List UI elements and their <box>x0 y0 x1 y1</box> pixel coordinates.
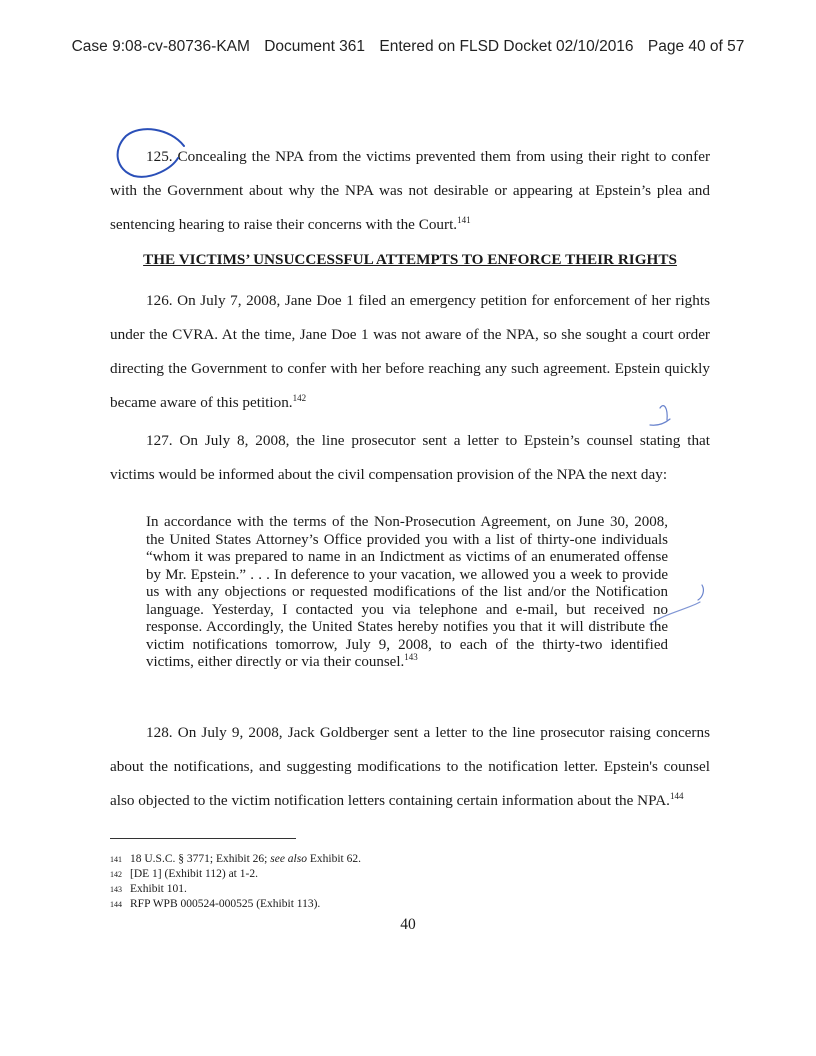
section-heading: THE VICTIMS’ UNSUCCESSFUL ATTEMPTS TO ENFORCE THEIR RIGHTS <box>143 251 677 268</box>
document-number: Document 361 <box>264 38 366 55</box>
paragraph-126-text: 126. On July 7, 2008, Jane Doe 1 filed an emergency petition for enforcement of her rights under the CVRA. At the time, Jane Doe 1 was not aware of the NPA, so she sought a court order directing the Government to confer with her before reaching any such agreement. Epstein quickly became aware of this petition. <box>110 292 710 411</box>
block-quote <box>146 514 668 672</box>
footnote-text-post: Exhibit 62. <box>306 853 361 865</box>
page-number: 40 <box>400 916 416 933</box>
paragraph-126 <box>110 284 710 420</box>
footnote-text <box>130 852 361 867</box>
footnote-number: 142 <box>110 870 122 879</box>
footnotes <box>110 852 710 912</box>
paragraph-127: 127. On July 8, 2008, the line prosecutor sent a letter to Epstein’s counsel stating that victims would be informed about the civil compensation provision of the NPA the next day: <box>110 432 710 483</box>
footnote-divider <box>110 838 296 839</box>
footnote-142 <box>110 867 710 882</box>
docket-header <box>0 38 816 56</box>
case-number: Case 9:08-cv-80736-KAM <box>71 38 250 55</box>
footnote-text-pre: 18 U.S.C. § 3771; Exhibit 26; <box>130 853 271 865</box>
paragraph-125-text: Concealing the NPA from the victims prevented them from using their right to confer with the Government about why the NPA was not desirable or appearing at Epstein’s plea and sentencing hearing to raise their concerns with the Court. <box>110 148 711 233</box>
footnote-ref-142: 142 <box>292 393 307 403</box>
paragraph-125-number: 125. <box>146 148 173 165</box>
footnote-text: [DE 1] (Exhibit 112) at 1-2. <box>130 868 258 880</box>
page-of-total: Page 40 of 57 <box>647 38 745 55</box>
footnote-ref-144: 144 <box>669 791 684 801</box>
footnote-number: 143 <box>110 885 122 894</box>
footnote-text: Exhibit 101. <box>130 883 187 895</box>
paragraph-128-text: 128. On July 9, 2008, Jack Goldberger sent a letter to the line prosecutor raising concerns about the notifications, and suggesting modifications to the notification letter. Epstein's counsel also objected to the victim notification letters containing certain information about the NPA. <box>110 724 710 809</box>
footnote-143 <box>110 882 710 897</box>
pen-mark-margin <box>698 585 703 600</box>
footnote-141 <box>110 852 710 867</box>
footnote-144 <box>110 897 710 912</box>
paragraph-128 <box>110 716 710 818</box>
footnote-ref-143: 143 <box>404 652 418 662</box>
docket-entry: Entered on FLSD Docket 02/10/2016 <box>379 38 634 55</box>
paragraph-125 <box>110 140 710 242</box>
footnote-ref-141: 141 <box>457 215 471 225</box>
footnote-number: 144 <box>110 900 122 909</box>
footnote-text-em: see also <box>270 853 307 865</box>
block-quote-text: In accordance with the terms of the Non-Prosecution Agreement, on June 30, 2008, the United States Attorney’s Office provided you with a list of thirty-one individuals “whom it was prepared to name in an Indictment as victims of an enumerated offense by Mr. Epstein.” . . . In deference to your vacation, we allowed you a week to provide us with any objections or requested modifications of the list and/or the Notification language. Yesterday, I contacted you via telephone and e-mail, but received no response. Accordingly, the United States hereby notifies you that it will distribute the victim notifications tomorrow, July 9, 2008, to each of the thirty-two identified victims, either directly or via their counsel. <box>146 514 668 670</box>
footnote-number: 141 <box>110 855 122 864</box>
footnote-text: RFP WPB 000524-000525 (Exhibit 113). <box>130 898 321 910</box>
